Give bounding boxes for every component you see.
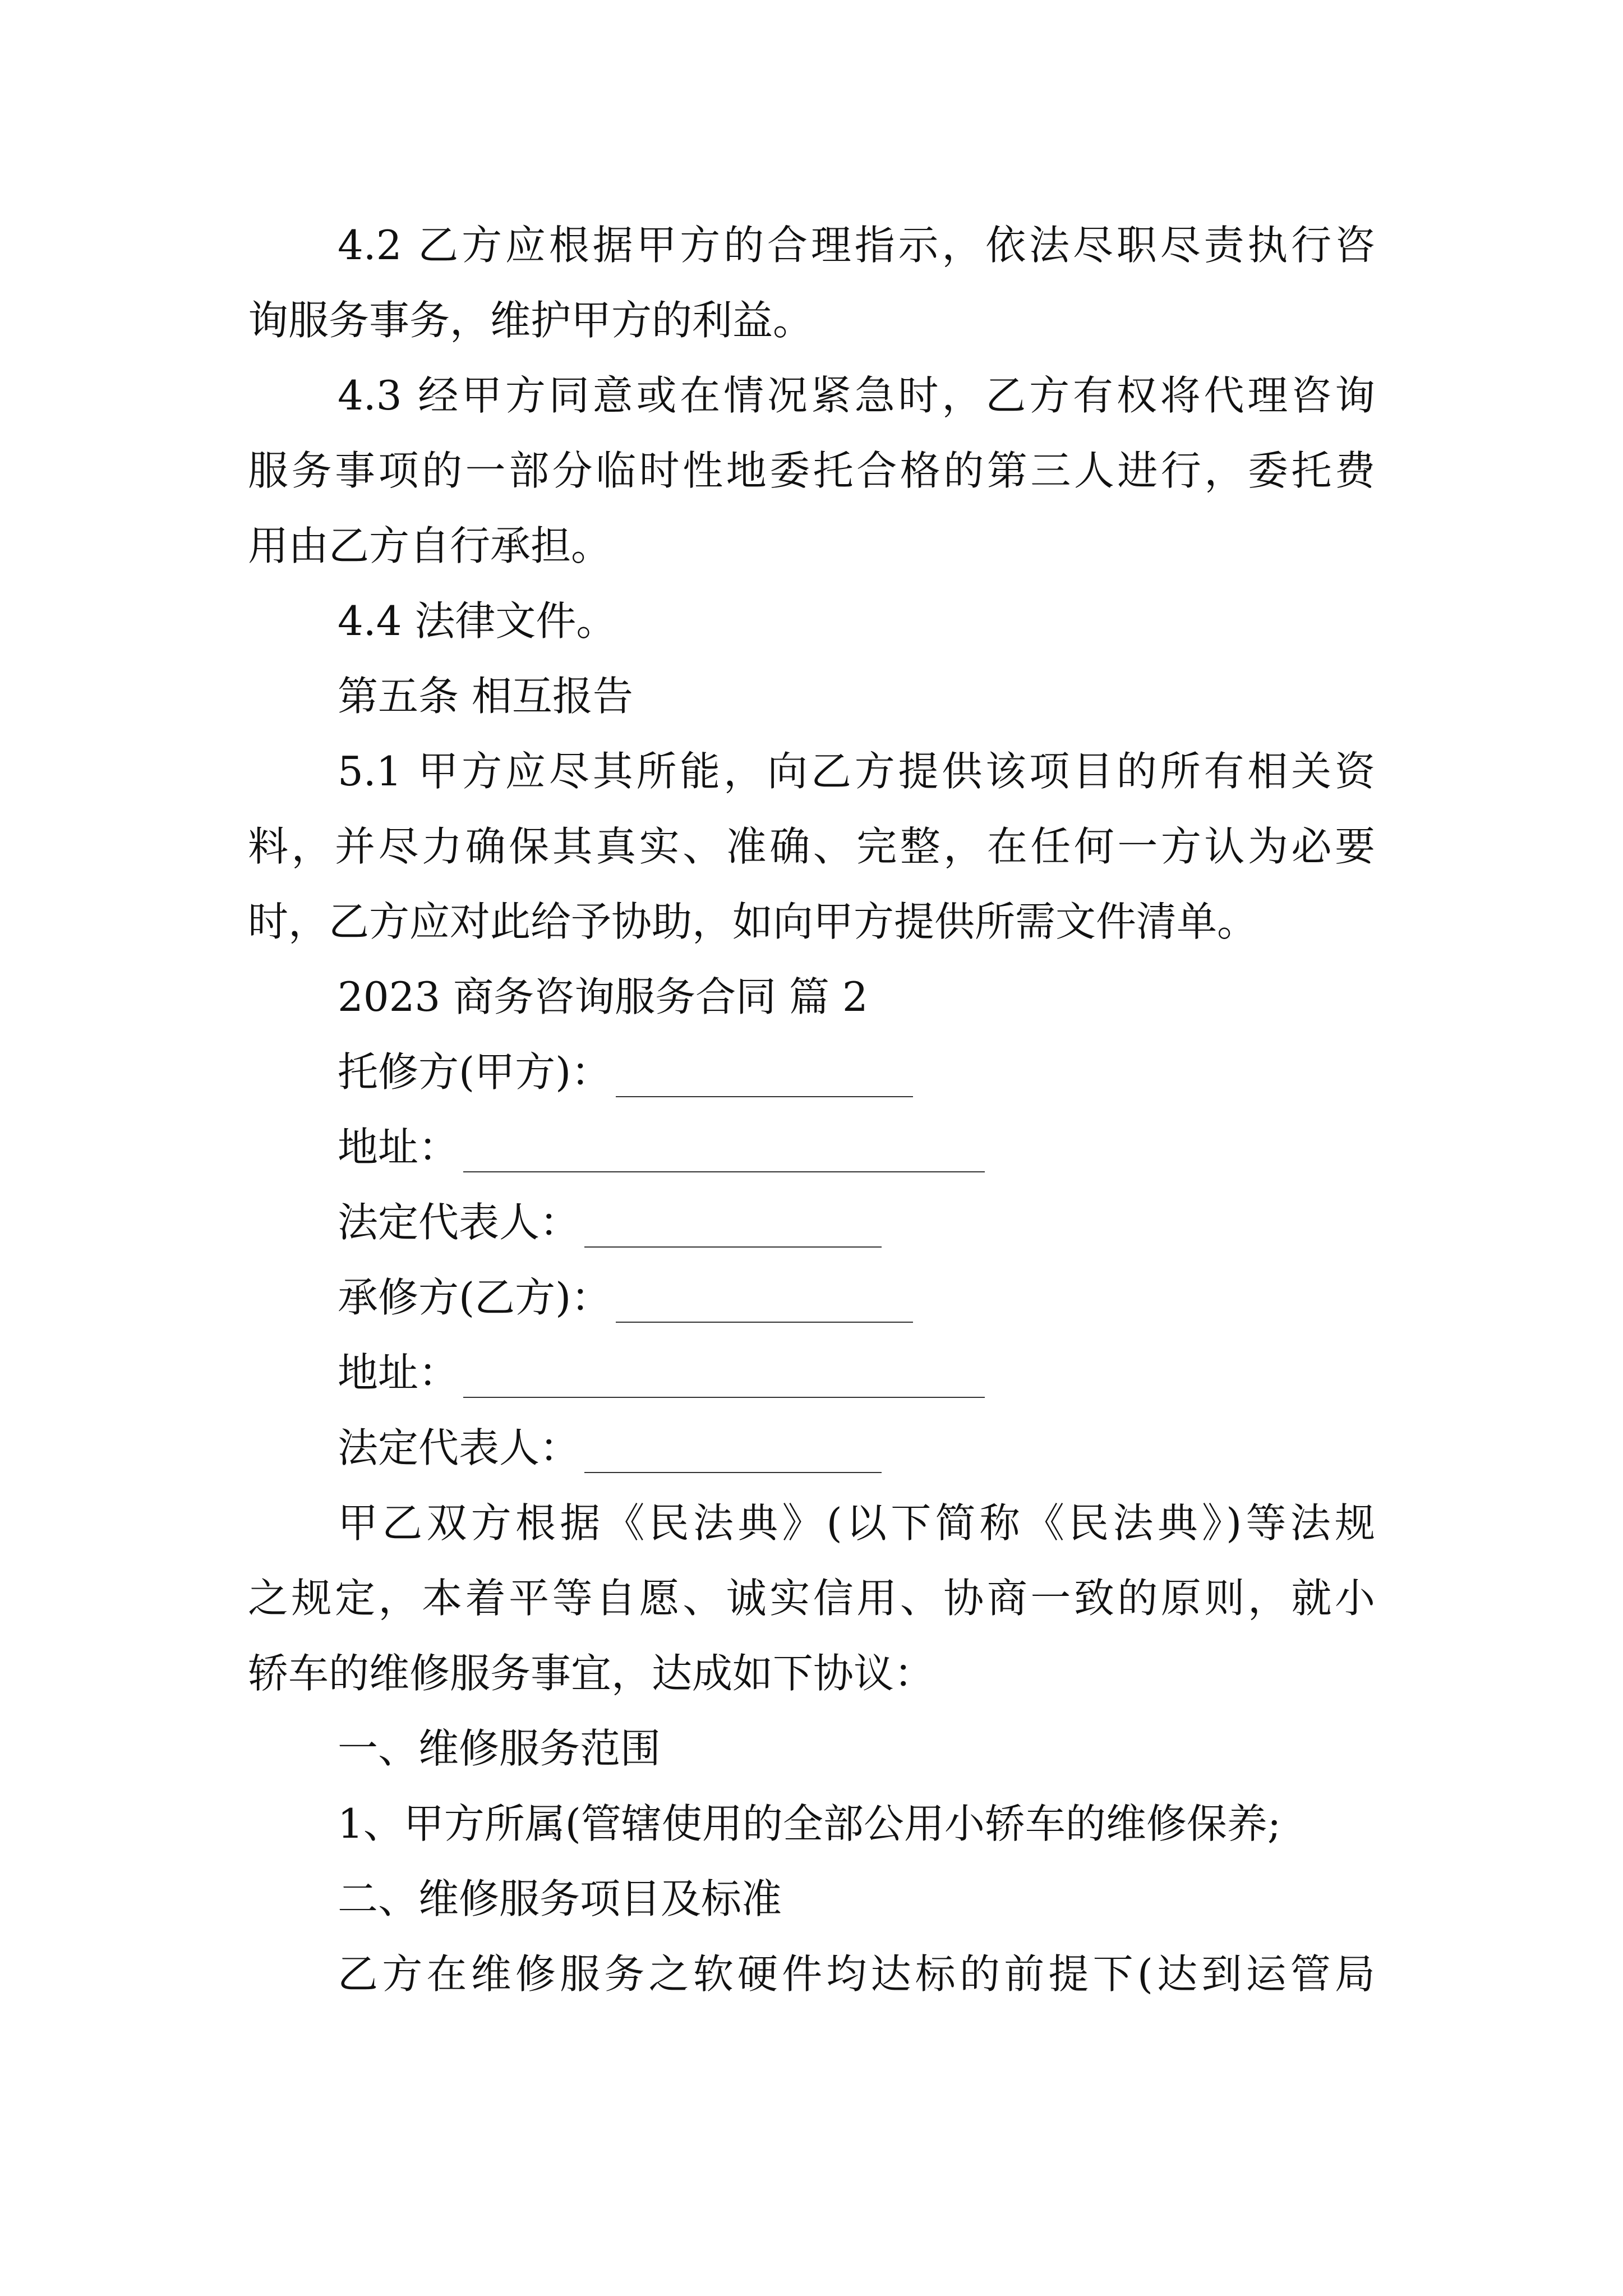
paragraph-line: 询服务事务，维护甲方的利益。 xyxy=(248,297,814,344)
paragraph-line: 甲乙双方根据《民法典》(以下简称《民法典》)等法规 xyxy=(338,1499,1375,1547)
section-heading: 第五条 相互报告 xyxy=(338,673,633,720)
field-legal-rep: 法定代表人： xyxy=(338,1423,882,1473)
fill-blank xyxy=(584,1213,882,1248)
fill-blank xyxy=(463,1363,985,1398)
fill-blank xyxy=(584,1438,882,1473)
field-legal-rep: 法定代表人： xyxy=(338,1197,882,1248)
section-heading: 二、维修服务项目及标准 xyxy=(338,1875,782,1922)
paragraph-line: 用由乙方自行承担。 xyxy=(248,522,612,569)
field-contractor: 承修方(乙方)： xyxy=(338,1272,913,1323)
field-client: 托修方(甲方)： xyxy=(338,1047,913,1097)
paragraph-line: 1、甲方所属(管辖使用的全部公用小轿车的维修保养; xyxy=(338,1800,1281,1847)
paragraph-line: 时，乙方应对此给予协助，如向甲方提供所需文件清单。 xyxy=(248,898,1258,945)
fill-blank xyxy=(616,1288,913,1323)
fill-blank xyxy=(616,1062,913,1097)
paragraph-line: 5.1 甲方应尽其所能，向乙方提供该项目的所有相关资 xyxy=(338,748,1375,795)
field-address: 地址： xyxy=(338,1347,985,1398)
paragraph-line: 4.2 乙方应根据甲方的合理指示，依法尽职尽责执行咨 xyxy=(338,222,1375,269)
paragraph-line: 乙方在维修服务之软硬件均达标的前提下(达到运管局 xyxy=(338,1950,1375,1998)
contract-title: 2023 商务咨询服务合同 篇 2 xyxy=(338,973,868,1020)
fill-blank xyxy=(463,1138,985,1172)
paragraph-line: 轿车的维修服务事宜，达成如下协议： xyxy=(248,1650,935,1697)
paragraph-line: 4.4 法律文件。 xyxy=(338,597,617,645)
paragraph-line: 服务事项的一部分临时性地委托合格的第三人进行，委托费 xyxy=(248,447,1375,494)
paragraph-line: 之规定，本着平等自愿、诚实信用、协商一致的原则，就小 xyxy=(248,1575,1375,1622)
section-heading: 一、维修服务范围 xyxy=(338,1725,661,1772)
paragraph-line: 料，并尽力确保其真实、准确、完整，在任何一方认为必要 xyxy=(248,823,1375,870)
field-address: 地址： xyxy=(338,1122,985,1172)
paragraph-line: 4.3 经甲方同意或在情况紧急时，乙方有权将代理咨询 xyxy=(338,372,1375,419)
